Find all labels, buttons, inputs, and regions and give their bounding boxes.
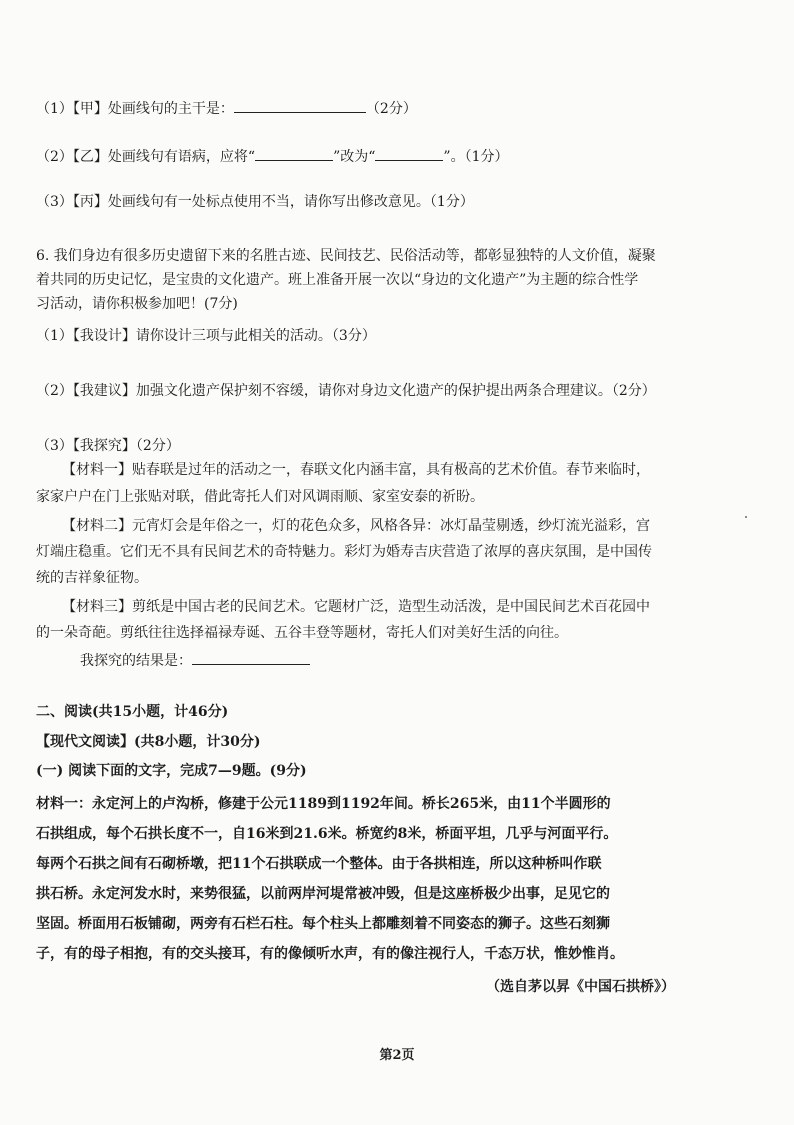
part-heading: (一) 阅读下面的文字，完成7—9题。(9分) <box>36 763 307 779</box>
section-subtitle: 【现代文阅读】(共8小题，计30分) <box>36 734 261 750</box>
material-1-line: 【材料一】贴春联是过年的活动之一，春联文化内涵丰富，具有极高的艺术价值。春节来临时， <box>62 462 650 478</box>
q6-intro-line: 习活动，请你积极参加吧！(7分) <box>36 296 238 312</box>
q6-intro-line: 着共同的历史记忆，是宝贵的文化遗产。班上准备开展一次以“身边的文化遗产”为主题的综合性学 <box>36 272 639 288</box>
reading-material-line: 子，有的母子相抱，有的交头接耳，有的像倾听水声，有的像注视行人，千态万状，惟妙惟肖。 <box>36 946 624 962</box>
material-3-line: 【材料三】剪纸是中国古老的民间艺术。它题材广泛，造型生动活泼，是中国民间艺术百花园中 <box>62 599 650 615</box>
section-title: 二、阅读(共15小题，计46分) <box>36 704 229 720</box>
material-3-line: 的一朵奇葩。剪纸往往选择福禄寿诞、五谷丰登等题材，寄托人们对美好生活的向往。 <box>36 625 568 641</box>
reading-material-line: 坚固。桥面用石板铺砌，两旁有石栏石柱。每个柱头上都雕刻着不同姿态的狮子。这些石刻狮 <box>36 916 610 932</box>
q5-sub1-score: （2分） <box>365 101 417 117</box>
source-citation: （选自茅以昇《中国石拱桥》） <box>486 979 675 995</box>
q5-sub2-prompt: （2）【乙】处画线句有语病，应将“ <box>36 149 256 165</box>
q6-sub3: （3）【我探究】（2分） <box>36 438 180 454</box>
material-2-line: 灯端庄稳重。它们无不具有民间艺术的奇特魅力。彩灯为婚寿吉庆营造了浓厚的喜庆氛围，是中国传 <box>36 544 652 560</box>
research-result <box>80 650 310 671</box>
reading-material-line: 石拱组成，每个石拱长度不一，自16米到21.6米。桥宽约8米，桥面平坦，几乎与河面平行。 <box>36 826 618 842</box>
q6-sub1: （1）【我设计】请你设计三项与此相关的活动。（3分） <box>36 328 376 344</box>
q5-sub3: （3）【丙】处画线句有一处标点使用不当，请你写出修改意见。（1分） <box>36 194 474 210</box>
answer-blank[interactable] <box>234 98 366 113</box>
q5-sub2 <box>36 146 508 167</box>
q5-sub1-prompt: （1）【甲】处画线句的主干是： <box>36 101 234 117</box>
answer-blank[interactable] <box>375 146 443 161</box>
reading-material-line: 材料一：永定河上的卢沟桥，修建于公元1189到1192年间。桥长265米，由11个半圆形的 <box>36 796 611 812</box>
q5-sub1 <box>36 98 417 119</box>
reading-material-line: 每两个石拱之间有石砌桥墩，把11个石拱联成一个整体。由于各拱相连，所以这种桥叫作联 <box>36 856 602 872</box>
answer-blank[interactable] <box>255 146 333 161</box>
q5-sub2-mid: ”改为“ <box>333 149 376 165</box>
material-2-line: 统的吉祥象征物。 <box>36 570 148 586</box>
page-number: 第2页 <box>379 1048 415 1063</box>
material-2-line: 【材料二】元宵灯会是年俗之一，灯的花色众多，风格各异：冰灯晶莹剔透，纱灯流光溢彩，宫 <box>62 518 650 534</box>
q6-sub2: （2）【我建议】加强文化遗产保护刻不容缓，请你对身边文化遗产的保护提出两条合理建议。（2分） <box>36 383 656 399</box>
material-1-line: 家家户户在门上张贴对联，借此寄托人们对风调雨顺、家室安泰的祈盼。 <box>36 489 484 505</box>
research-result-label: 我探究的结果是： <box>80 653 192 669</box>
reading-material-line: 拱石桥。永定河发水时，来势很猛，以前两岸河堤常被冲毁，但是这座桥极少出事，足见它的 <box>36 886 610 902</box>
q6-intro-line: 6. 我们身边有很多历史遗留下来的名胜古迹、民间技艺、民俗活动等，都彰显独特的人文价值，凝聚 <box>36 248 656 264</box>
answer-blank[interactable] <box>192 650 310 665</box>
q5-sub2-score: ”。（1分） <box>443 149 509 165</box>
scan-speck <box>745 516 747 518</box>
